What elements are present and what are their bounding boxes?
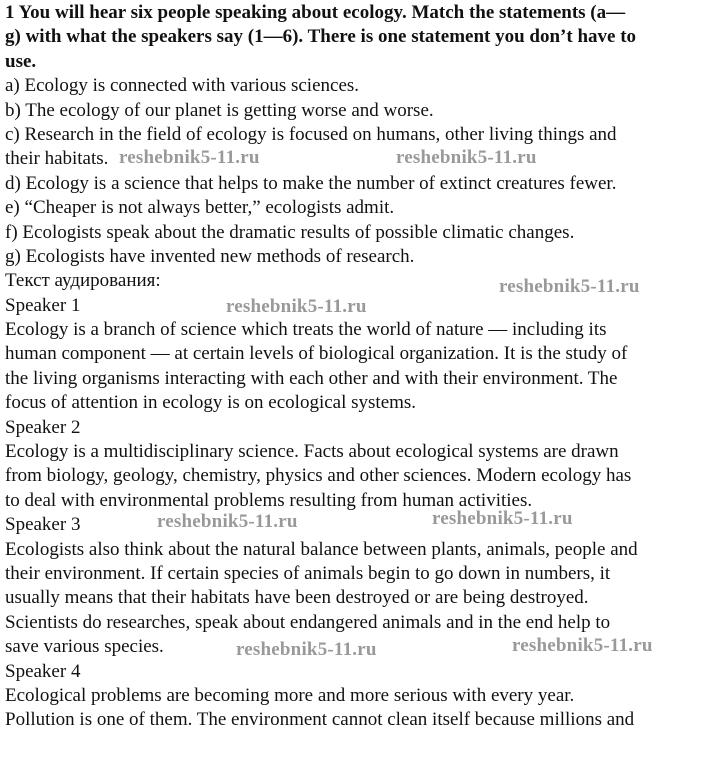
- speaker-label: Speaker 1: [5, 294, 81, 316]
- speaker-text-line: save various species.: [5, 636, 164, 658]
- watermark: reshebnik5-11.ru: [119, 147, 260, 168]
- speaker-text-line: usually means that their habitats have been destroyed or are being destroyed.: [5, 587, 589, 609]
- task-title-line: 1 You will hear six people speaking about ecology. Match the statements (a—: [5, 2, 626, 23]
- speaker-label: Speaker 3: [5, 514, 81, 536]
- speaker-text-line: their environment. If certain species of animals begin to go down in numbers, it: [5, 562, 611, 584]
- statement-f: f) Ecologists speak about the dramatic results of possible climatic changes.: [5, 221, 575, 243]
- speaker-text-line: Scientists do researches, speak about endangered animals and in the end help to: [5, 611, 611, 633]
- speaker-text-line: from biology, geology, chemistry, physics and other sciences. Modern ecology has: [5, 465, 632, 487]
- statement-e: e) “Cheaper is not always better,” ecologists admit.: [5, 197, 395, 219]
- statements-list: [5, 74, 717, 269]
- transcript-heading: Текст аудирования:: [5, 270, 161, 292]
- statement-b: b) The ecology of our planet is getting worse and worse.: [5, 99, 434, 121]
- speaker-text-line: Ecology is a multidisciplinary science. Facts about ecological systems are drawn: [5, 441, 619, 463]
- transcript: [5, 269, 717, 732]
- speaker-text-line: Ecological problems are becoming more and more serious with every year.: [5, 684, 575, 706]
- statement-a: a) Ecology is connected with various sciences.: [5, 75, 360, 97]
- watermark: reshebnik5-11.ru: [396, 147, 537, 168]
- task-title-line: g) with what the speakers say (1—6). There is one statement you don’t have to: [5, 26, 637, 48]
- speaker-text-line: focus of attention in ecology is on ecological systems.: [5, 392, 417, 414]
- watermark: reshebnik5-11.ru: [499, 276, 640, 297]
- watermark: reshebnik5-11.ru: [236, 639, 377, 660]
- task-title-line: use.: [5, 50, 37, 72]
- exercise-page: [5, 1, 717, 733]
- speaker-label: Speaker 4: [5, 660, 81, 682]
- watermark: reshebnik5-11.ru: [157, 511, 298, 532]
- speaker-text-line: to deal with environmental problems resulting from human activities.: [5, 489, 533, 511]
- speaker-text-line: Ecology is a branch of science which treats the world of nature — including its: [5, 319, 607, 341]
- speaker-label: Speaker 2: [5, 416, 81, 438]
- speaker-text-line: human component — at certain levels of biological organization. It is the study of: [5, 343, 628, 365]
- statement-c-continued: their habitats.: [5, 148, 109, 170]
- watermark: reshebnik5-11.ru: [432, 508, 573, 529]
- statement-g: g) Ecologists have invented new methods of research.: [5, 245, 415, 267]
- watermark: reshebnik5-11.ru: [512, 635, 653, 656]
- speaker-text-line: Ecologists also think about the natural balance between plants, animals, people and: [5, 538, 638, 560]
- statement-d: d) Ecology is a science that helps to make the number of extinct creatures fewer.: [5, 172, 617, 194]
- statement-c: c) Research in the field of ecology is focused on humans, other living things and: [5, 123, 617, 145]
- task-title: [5, 1, 717, 74]
- speaker-text-line: Pollution is one of them. The environment cannot clean itself because millions and: [5, 709, 635, 731]
- speaker-text-line: the living organisms interacting with each other and with their environment. The: [5, 367, 618, 389]
- watermark: reshebnik5-11.ru: [226, 296, 367, 317]
